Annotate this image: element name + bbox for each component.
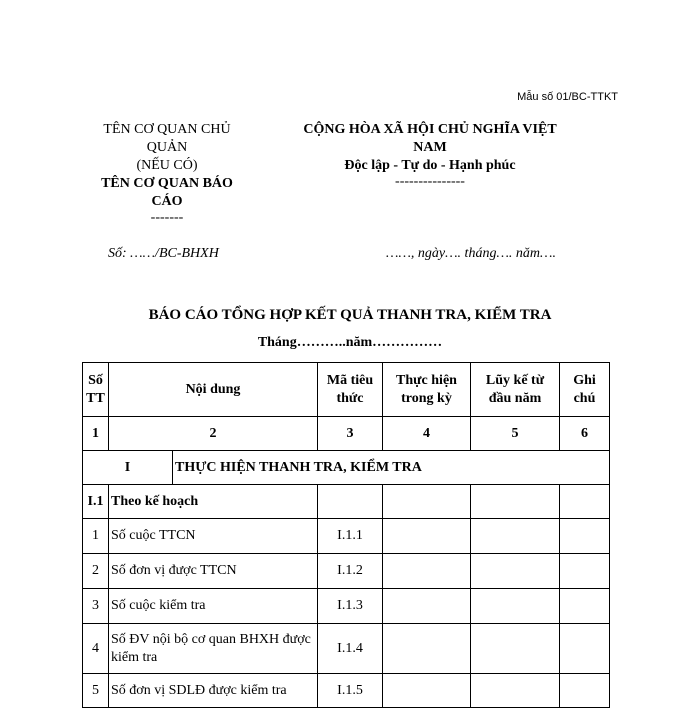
cell-empty <box>560 624 610 674</box>
index-cell-4: 4 <box>383 417 471 451</box>
section-title: THỰC HIỆN THANH TRA, KIỂM TRA <box>173 451 610 485</box>
header-content: Nội dung <box>109 363 318 417</box>
header-row <box>83 363 610 417</box>
index-cell-5: 5 <box>471 417 560 451</box>
agency-line-2: QUẢN <box>146 140 188 155</box>
cell-empty <box>471 554 560 589</box>
row-code: I.1.4 <box>318 624 383 674</box>
row-code: I.1.5 <box>318 674 383 708</box>
section-row <box>83 451 610 485</box>
cell-empty <box>560 589 610 624</box>
index-cell-1: 1 <box>83 417 109 451</box>
row-number: 2 <box>83 554 109 589</box>
row-number: 5 <box>83 674 109 708</box>
cell-empty <box>560 485 610 519</box>
cell-empty <box>560 674 610 708</box>
cell-empty <box>471 485 560 519</box>
report-period: Tháng………..năm…………… <box>257 335 443 350</box>
table-row <box>83 624 610 674</box>
agency-header <box>92 121 242 225</box>
country-name-line-1: CỘNG HÒA XÃ HỘI CHỦ NGHĨA VIỆT <box>303 122 557 137</box>
row-content: Số ĐV nội bộ cơ quan BHXH được kiểm tra <box>109 624 318 674</box>
agency-line-1: TÊN CƠ QUAN CHỦ <box>103 122 231 137</box>
cell-empty <box>383 485 471 519</box>
country-name-line-2: NAM <box>413 140 447 155</box>
index-cell-2: 2 <box>109 417 318 451</box>
report-agency-line-2: CÁO <box>151 194 183 209</box>
report-title: BÁO CÁO TỔNG HỢP KẾT QUẢ THANH TRA, KIỂM TRA <box>148 307 552 323</box>
row-content: Số cuộc kiểm tra <box>109 589 318 624</box>
cell-empty <box>383 554 471 589</box>
form-code: Mẫu số 01/BC-TTKT <box>517 91 618 103</box>
header-code: Mã tiêu thức <box>318 363 383 417</box>
section-number: I <box>83 451 173 485</box>
row-code: I.1.2 <box>318 554 383 589</box>
index-cell-6: 6 <box>560 417 610 451</box>
row-number: 1 <box>83 519 109 554</box>
row-content: Số cuộc TTCN <box>109 519 318 554</box>
row-content: Số đơn vị SDLĐ được kiểm tra <box>109 674 318 708</box>
cell-empty <box>560 554 610 589</box>
cell-empty <box>471 674 560 708</box>
date-line: ……, ngày…. tháng…. năm…. <box>386 246 556 261</box>
table-row <box>83 589 610 624</box>
motto: Độc lập - Tự do - Hạnh phúc <box>344 158 516 173</box>
cell-empty <box>383 589 471 624</box>
row-code: I.1.1 <box>318 519 383 554</box>
index-row <box>83 417 610 451</box>
row-content: Số đơn vị được TTCN <box>109 554 318 589</box>
cell-empty <box>318 485 383 519</box>
row-code: I.1.3 <box>318 589 383 624</box>
subsection-title: Theo kế hoạch <box>109 485 318 519</box>
agency-line-3: (NẾU CÓ) <box>136 158 198 173</box>
cell-empty <box>471 519 560 554</box>
cell-empty <box>471 589 560 624</box>
cell-empty <box>383 519 471 554</box>
row-number: 3 <box>83 589 109 624</box>
report-table <box>82 362 610 708</box>
table-row <box>83 554 610 589</box>
header-current-period: Thực hiện trong kỳ <box>383 363 471 417</box>
table-row <box>83 674 610 708</box>
header-notes: Ghi chú <box>560 363 610 417</box>
cell-empty <box>383 624 471 674</box>
cell-empty <box>471 624 560 674</box>
header-year-to-date: Lũy kế từ đầu năm <box>471 363 560 417</box>
subsection-row <box>83 485 610 519</box>
national-header <box>280 121 580 189</box>
motto-divider: --------------- <box>395 174 465 189</box>
document-number: Số: ……/BC-BHXH <box>108 246 219 261</box>
agency-divider: ------- <box>150 210 184 225</box>
table-row <box>83 519 610 554</box>
report-agency-line-1: TÊN CƠ QUAN BÁO <box>101 176 233 191</box>
cell-empty <box>560 519 610 554</box>
cell-empty <box>383 674 471 708</box>
header-no: Số TT <box>83 363 109 417</box>
row-number: 4 <box>83 624 109 674</box>
index-cell-3: 3 <box>318 417 383 451</box>
subsection-number: I.1 <box>83 485 109 519</box>
